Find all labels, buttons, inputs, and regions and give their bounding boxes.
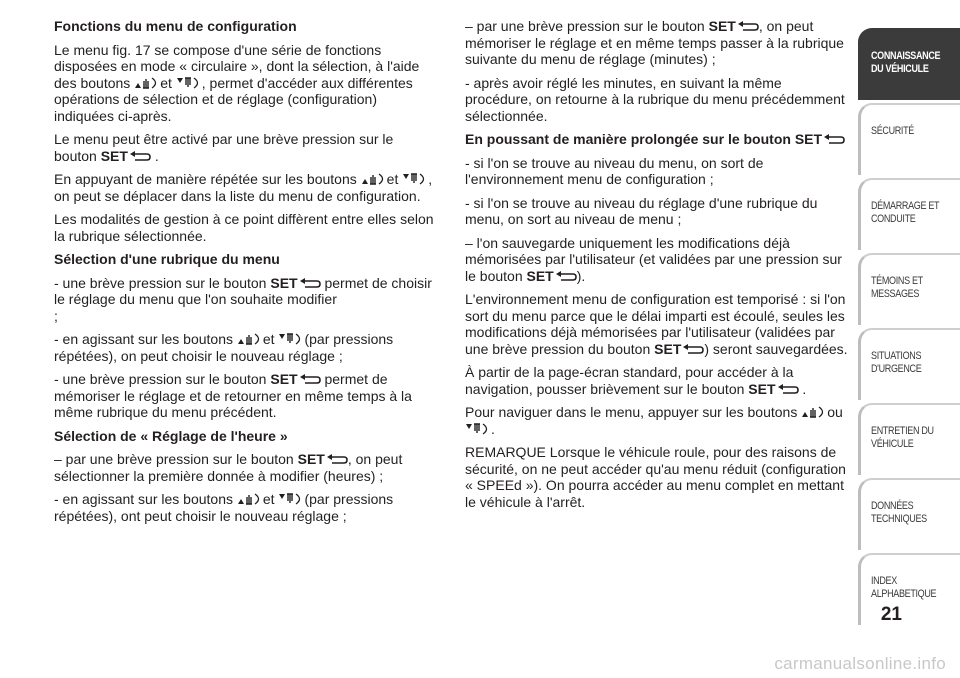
- tab-label: TÉMOINS ET: [871, 275, 923, 287]
- set-key: SET: [270, 371, 320, 387]
- set-key: SET: [298, 451, 348, 467]
- paragraph: Le menu peut être activé par une brève pression sur le bouton SET .: [54, 131, 394, 164]
- tab-label: DONNÉES: [871, 500, 914, 512]
- tab-label: MESSAGES: [871, 288, 920, 300]
- sidebar-tab[interactable]: [858, 478, 960, 550]
- up-button-icon: [134, 76, 160, 90]
- paragraph: – par une brève pression sur le bouton SET , on peut sélectionner la première donnée à modifier (heures) ;: [54, 451, 403, 484]
- set-return-icon: [129, 150, 151, 162]
- paragraph: - en agissant sur les boutons et (par pressions répétées), on peut choisir le nouveau réglage ;: [54, 331, 394, 364]
- watermark: carmanualsonline.info: [774, 654, 946, 673]
- set-return-icon: [737, 20, 759, 32]
- tab-label: SÉCURITÉ: [871, 125, 914, 137]
- paragraph: – par une brève pression sur le bouton SET , on peut mémoriser le réglage et en même temps passer à la rubrique suivante du menu de réglage (minutes) ;: [465, 18, 844, 67]
- left-column: [54, 18, 440, 531]
- paragraph: - si l'on se trouve au niveau du menu, on sort de l'environnement menu de configuration ;: [465, 154, 764, 187]
- paragraph: - en agissant sur les boutons et (par pressions répétées), ont peut choisir le nouveau réglage ;: [54, 491, 394, 524]
- sidebar-tab[interactable]: [858, 328, 960, 400]
- down-button-icon: [465, 422, 491, 436]
- set-return-icon: [682, 343, 704, 355]
- paragraph: À partir de la page-écran standard, pour accéder à la navigation, pousser brièvement sur le bouton SET .: [465, 364, 807, 397]
- paragraph: - après avoir réglé les minutes, en suivant la même procédure, on retourne à la rubrique du menu précédemment sélectionnée.: [465, 74, 845, 124]
- paragraph: - si l'on se trouve au niveau du réglage d'une rubrique du menu, on sort au niveau de menu ;: [465, 194, 818, 227]
- down-button-icon: [278, 492, 304, 506]
- right-column: [465, 18, 850, 517]
- set-key: SET: [795, 131, 845, 147]
- paragraph: En appuyant de manière répétée sur les boutons et , on peut se déplacer dans la liste du menu de configuration.: [54, 171, 433, 204]
- page-number: 21: [880, 604, 902, 625]
- sidebar-tab[interactable]: [858, 253, 960, 325]
- tab-label: VÉHICULE: [871, 438, 914, 450]
- paragraph: Pour naviguer dans le menu, appuyer sur les boutons ou .: [465, 404, 843, 437]
- up-button-icon: [237, 332, 263, 346]
- paragraph: - une brève pression sur le bouton SET permet de mémoriser le réglage et de retourner en même temps à la même rubrique du menu précédent.: [54, 371, 412, 420]
- sidebar-tab[interactable]: [858, 178, 960, 250]
- paragraph: Le menu fig. 17 se compose d'une série de fonctions disposées en mode « circulaire », dont la sélection, à l'aide des boutons et , permet d'accéder aux différentes opérations de sélection et de réglage (configuration) indiquées ci-après.: [54, 41, 420, 124]
- tab-label: ENTRETIEN DU: [871, 425, 934, 437]
- paragraph: REMARQUE Lorsque le véhicule roule, pour des raisons de sécurité, on ne peut accéder qu'au menu réduit (configuration « SPEEd »). On pourra accéder au menu complet en mettant le véhicule à l'arrêt.: [465, 444, 846, 510]
- sidebar-tab[interactable]: [858, 553, 960, 625]
- paragraph: - une brève pression sur le bouton SET permet de choisir le réglage du menu que l'on souhaite modifier ;: [54, 274, 432, 324]
- tab-label: DÉMARRAGE ET: [871, 200, 940, 212]
- down-button-icon: [278, 332, 304, 346]
- set-key: SET: [709, 18, 759, 34]
- tab-label: D'URGENCE: [871, 363, 922, 375]
- set-return-icon: [555, 270, 577, 282]
- heading-functions: Fonctions du menu de configuration: [54, 18, 297, 34]
- set-return-icon: [299, 373, 321, 385]
- set-key: SET: [654, 341, 704, 357]
- chapter-sidebar: [858, 28, 960, 628]
- set-return-icon: [326, 453, 348, 465]
- up-button-icon: [237, 492, 263, 506]
- tab-label: DU VÉHICULE: [871, 63, 929, 75]
- heading-time: Sélection de « Réglage de l'heure »: [54, 427, 288, 444]
- set-key: SET: [748, 381, 798, 397]
- sidebar-tab[interactable]: [858, 28, 960, 100]
- tab-label: SITUATIONS: [871, 350, 922, 362]
- set-return-icon: [777, 383, 799, 395]
- sidebar-tab[interactable]: [858, 103, 960, 175]
- paragraph: L'environnement menu de configuration est temporisé : si l'on sort du menu parce que le délai imparti est écoulé, seules les modifications déjà mémorisées par l'utilisateur (validées par une brève pression du bouton SET ) seront sauvegardées.: [465, 291, 848, 357]
- paragraph: – l'on sauvegarde uniquement les modifications déjà mémorisées par l'utilisateur (et validées par une pression sur le bouton SET ).: [465, 234, 842, 284]
- tab-label: CONDUITE: [871, 213, 916, 225]
- sidebar-tab[interactable]: [858, 403, 960, 475]
- set-return-icon: [823, 133, 845, 145]
- tab-label: INDEX: [871, 575, 897, 587]
- heading-selection: Sélection d'une rubrique du menu: [54, 251, 280, 267]
- set-key: SET: [101, 148, 151, 164]
- tab-label: CONNAISSANCE: [871, 50, 941, 62]
- set-return-icon: [299, 277, 321, 289]
- set-key: SET: [527, 268, 577, 284]
- set-key: SET: [270, 275, 320, 291]
- up-button-icon: [361, 172, 387, 186]
- up-button-icon: [801, 405, 827, 419]
- paragraph: Les modalités de gestion à ce point diffèrent entre elles selon la rubrique sélectionnée.: [54, 211, 434, 244]
- down-button-icon: [176, 76, 202, 90]
- heading-long-press: En poussant de manière prolongée sur le bouton SET: [465, 131, 850, 148]
- down-button-icon: [402, 172, 428, 186]
- tab-label: TECHNIQUES: [871, 513, 927, 525]
- tab-label: ALPHABETIQUE: [871, 588, 937, 600]
